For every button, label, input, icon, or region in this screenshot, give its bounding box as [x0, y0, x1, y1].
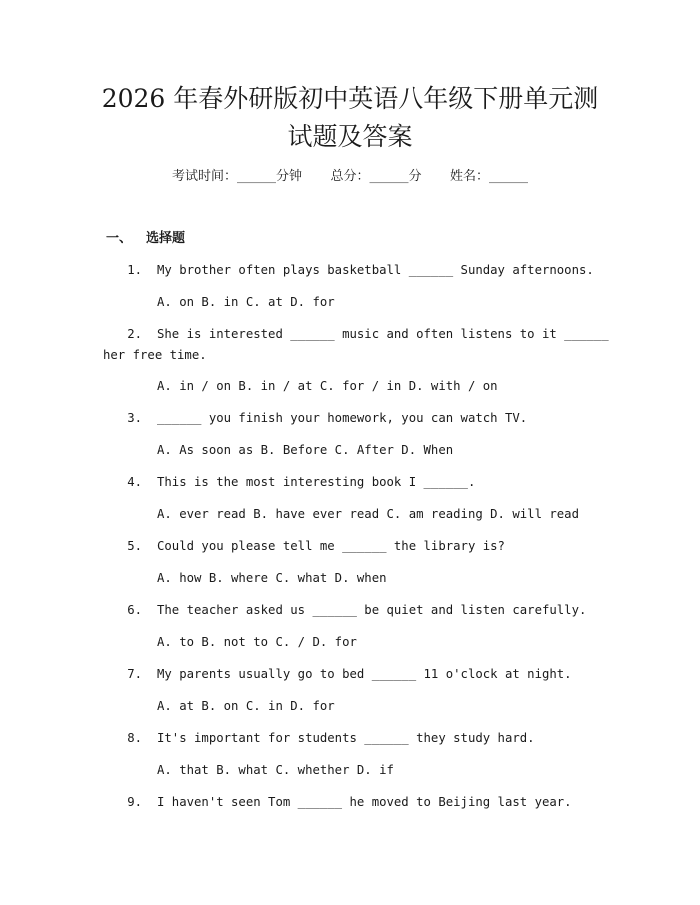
question-options: A. how B. where C. what D. when [157, 571, 387, 585]
question-number: 2. [127, 327, 142, 341]
question-number: 1. [127, 263, 142, 277]
question-options: A. ever read B. have ever read C. am reading D. will read [157, 507, 579, 521]
question-stem: It's important for students ______ they study hard. [157, 731, 535, 745]
question-stem: My brother often plays basketball ______ Sunday afternoons. [157, 263, 594, 277]
question-options: A. that B. what C. whether D. if [157, 763, 394, 777]
question-stem: My parents usually go to bed ______ 11 o'clock at night. [157, 667, 572, 681]
question-stem: The teacher asked us ______ be quiet and listen carefully. [157, 603, 587, 617]
exam-time-field: 考试时间：______分钟 [171, 169, 302, 184]
question-number: 8. [127, 731, 142, 745]
question-number: 7. [127, 667, 142, 681]
question-options: A. at B. on C. in D. for [157, 699, 335, 713]
total-score-field: 总分：______分 [330, 169, 422, 184]
document-title-line-1: 2026 年春外研版初中英语八年级下册单元测 [101, 84, 599, 113]
question-stem: I haven't seen Tom ______ he moved to Beijing last year. [157, 795, 572, 809]
section-heading [106, 228, 185, 250]
section-title: 选择题 [146, 231, 186, 246]
question-stem-continuation: her free time. [103, 348, 207, 362]
question-stem: This is the most interesting book I ______. [157, 475, 476, 489]
question-stem: Could you please tell me ______ the library is? [157, 539, 505, 553]
question-options: A. to B. not to C. / D. for [157, 635, 357, 649]
question-number: 5. [127, 539, 142, 553]
question-number: 9. [127, 795, 142, 809]
section-number: 一、 [106, 231, 133, 246]
question-stem: She is interested ______ music and often listens to it ______ [157, 327, 609, 341]
question-stem: ______ you finish your homework, you can watch TV. [157, 411, 528, 425]
question-options: A. As soon as B. Before C. After D. When [157, 443, 454, 457]
student-name-field: 姓名：______ [450, 169, 529, 184]
question-number: 4. [127, 475, 142, 489]
question-number: 6. [127, 603, 142, 617]
question-options: A. in / on B. in / at C. for / in D. with / on [157, 379, 498, 393]
question-options: A. on B. in C. at D. for [157, 295, 335, 309]
question-number: 3. [127, 411, 142, 425]
exam-info-line [0, 166, 700, 188]
document-title-line-2: 试题及答案 [287, 122, 413, 151]
